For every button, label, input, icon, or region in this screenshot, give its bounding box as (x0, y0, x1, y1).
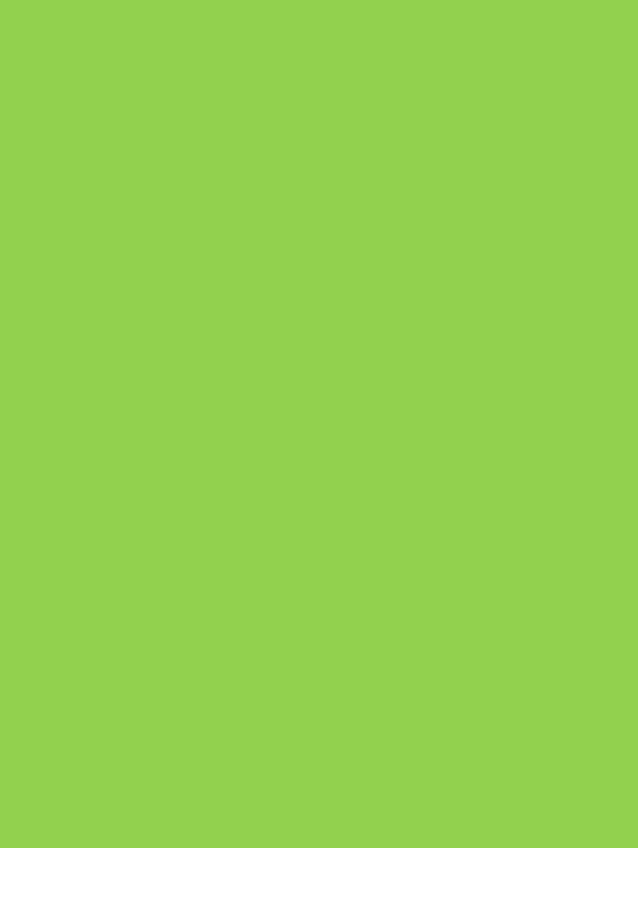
title-svg (95, 82, 545, 192)
title-wordart (95, 82, 545, 192)
